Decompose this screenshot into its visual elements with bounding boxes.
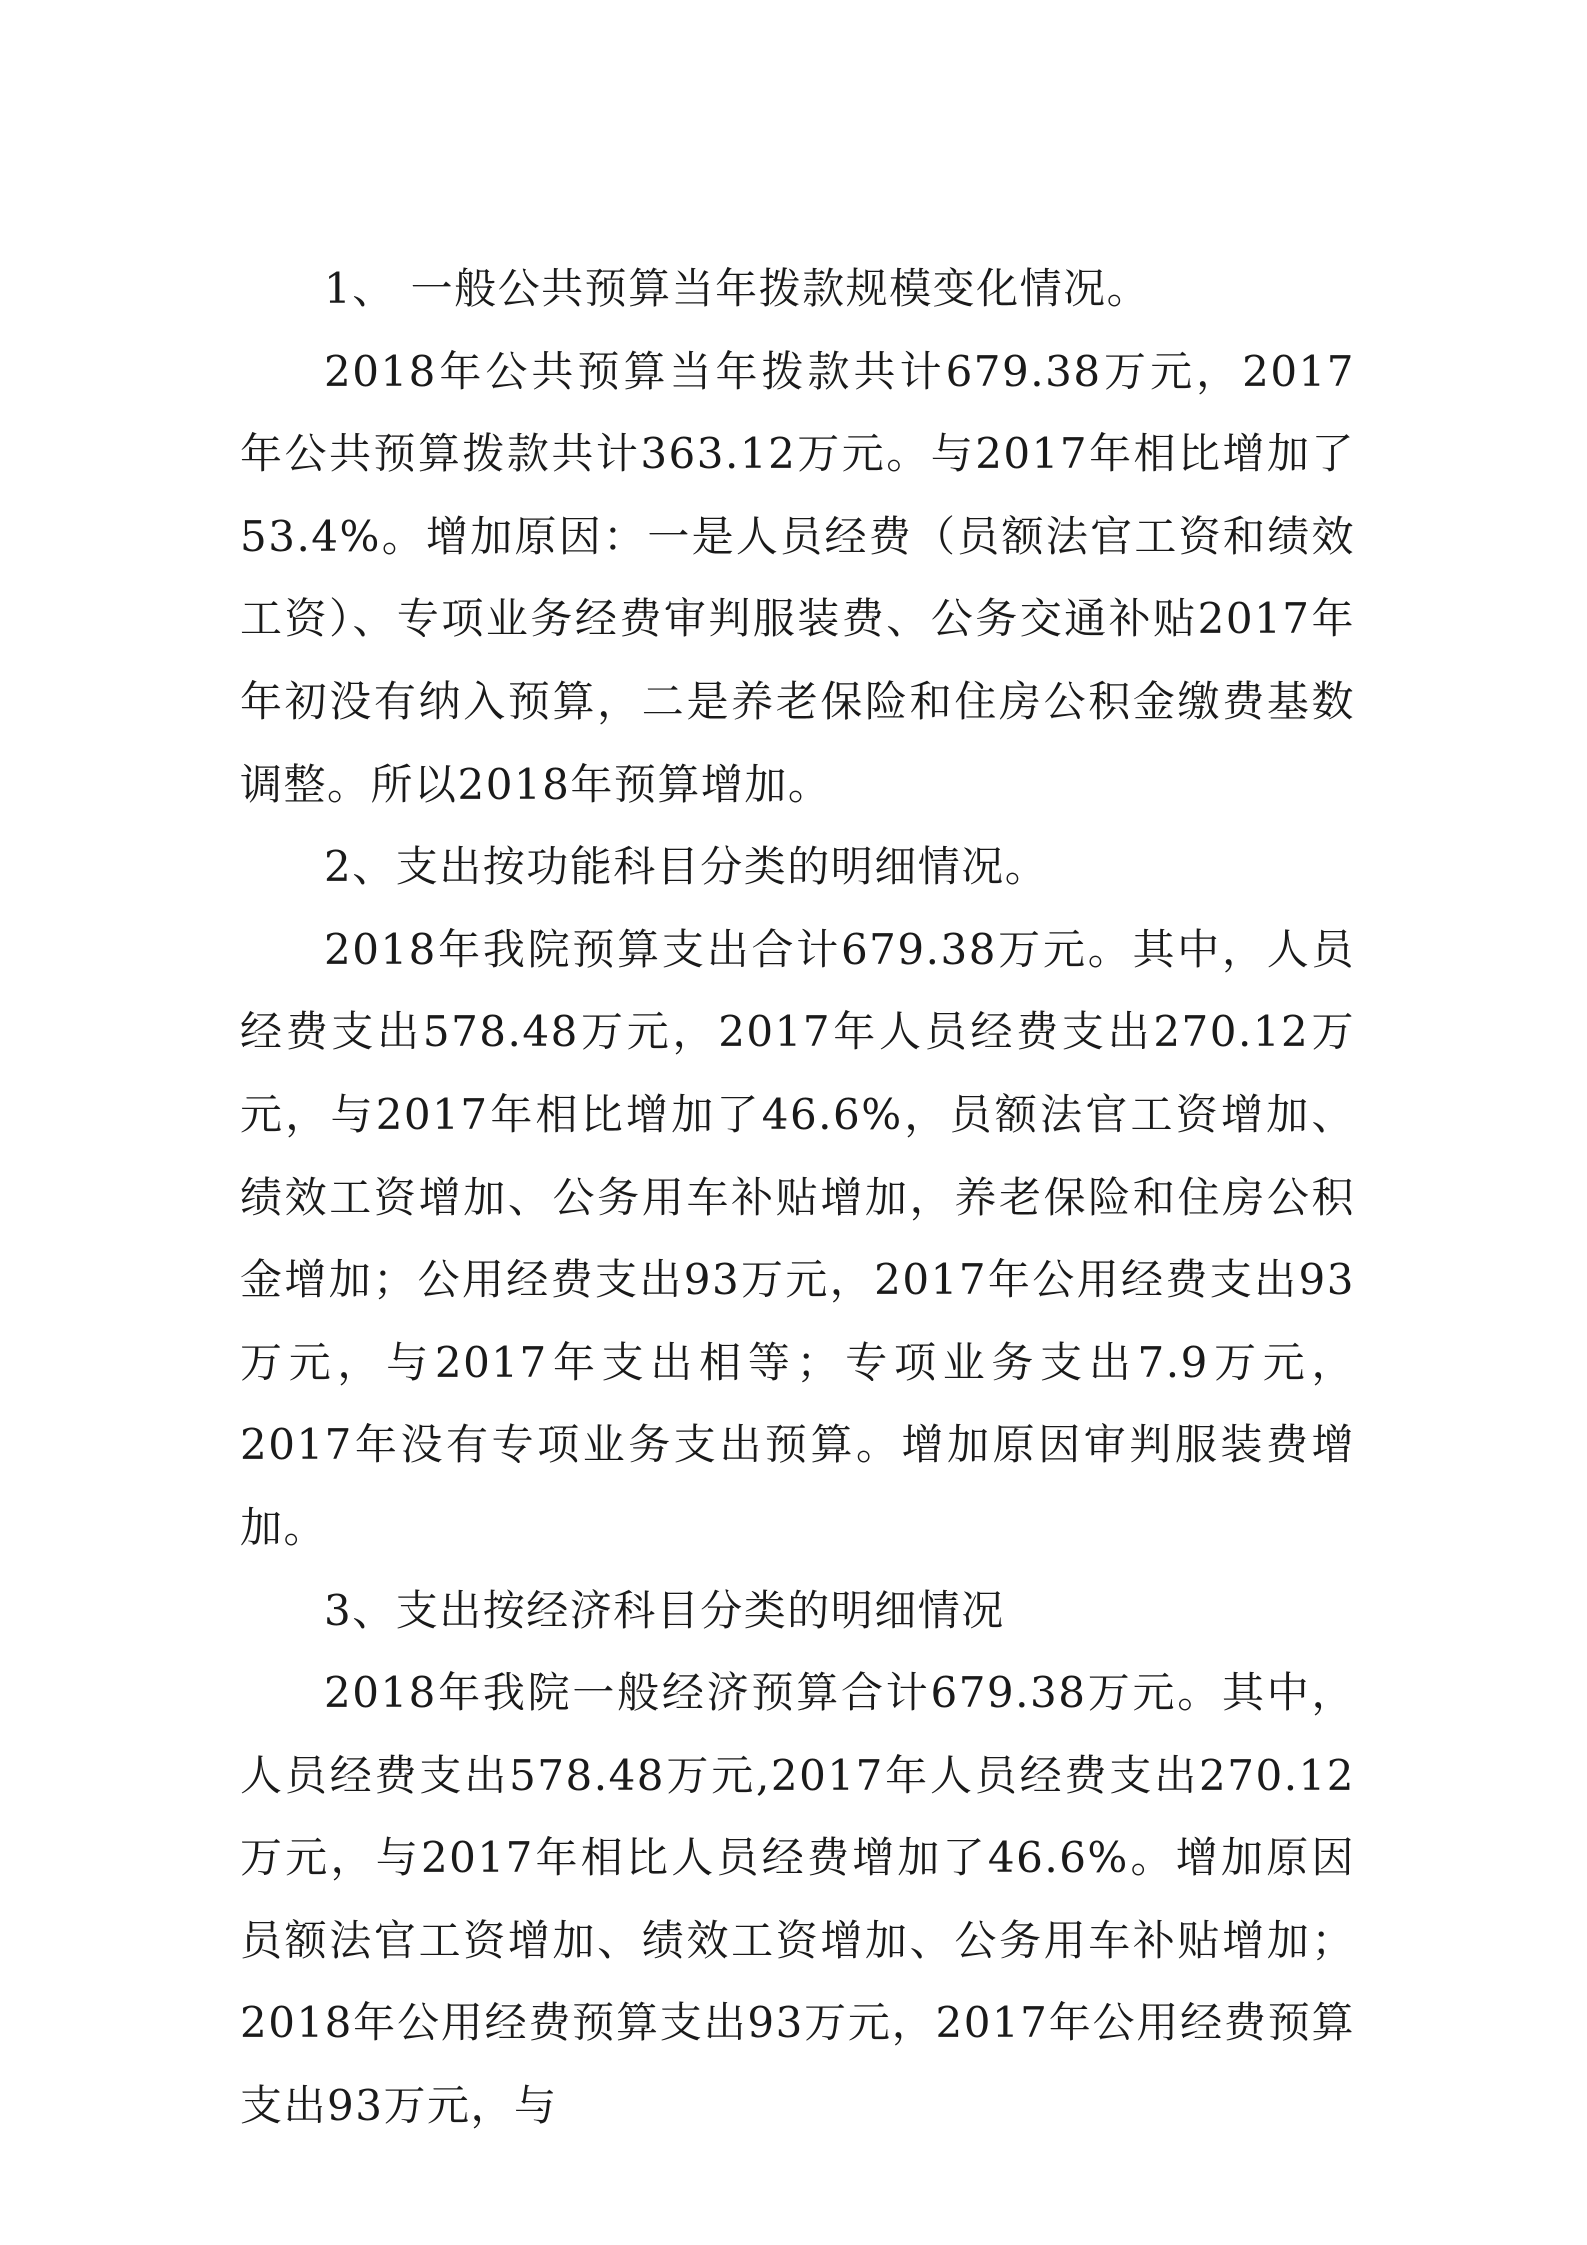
body-paragraph-2: 2018年我院预算支出合计679.38万元。其中，人员经费支出578.48万元，2017年人员经费支出270.12万元，与2017年相比增加了46.6%，员额法官工资增加、绩效工资增加、公务用车补贴增加，养老保险和住房公积金增加；公用经费支出93万元，2017年公用经费支出93万元，与2017年支出相等；专项业务支出7.9万元，2017年没有专项业务支出预算。增加原因审判服装费增加。 <box>240 924 1355 1552</box>
document-body <box>240 248 1355 2148</box>
section-heading-3: 3、支出按经济科目分类的明细情况 <box>324 1585 1005 1635</box>
body-paragraph-1: 2018年公共预算当年拨款共计679.38万元，2017年公共预算拨款共计363.12万元。与2017年相比增加了53.4%。增加原因：一是人员经费（员额法官工资和绩效工资）、专项业务经费审判服装费、公务交通补贴2017年年初没有纳入预算，二是养老保险和住房公积金缴费基数调整。所以2018年预算增加。 <box>240 346 1355 809</box>
section-heading-2: 2、支出按功能科目分类的明细情况。 <box>324 842 1049 892</box>
section-heading-1: 1、 一般公共预算当年拨款规模变化情况。 <box>324 264 1151 313</box>
body-paragraph-3: 2018年我院一般经济预算合计679.38万元。其中，人员经费支出578.48万元,2017年人员经费支出270.12万元，与2017年相比人员经费增加了46.6%。增加原因员额法官工资增加、绩效工资增加、公务用车补贴增加；2018年公用经费预算支出93万元，2017年公用经费预算支出93万元，与 <box>240 1668 1355 2131</box>
